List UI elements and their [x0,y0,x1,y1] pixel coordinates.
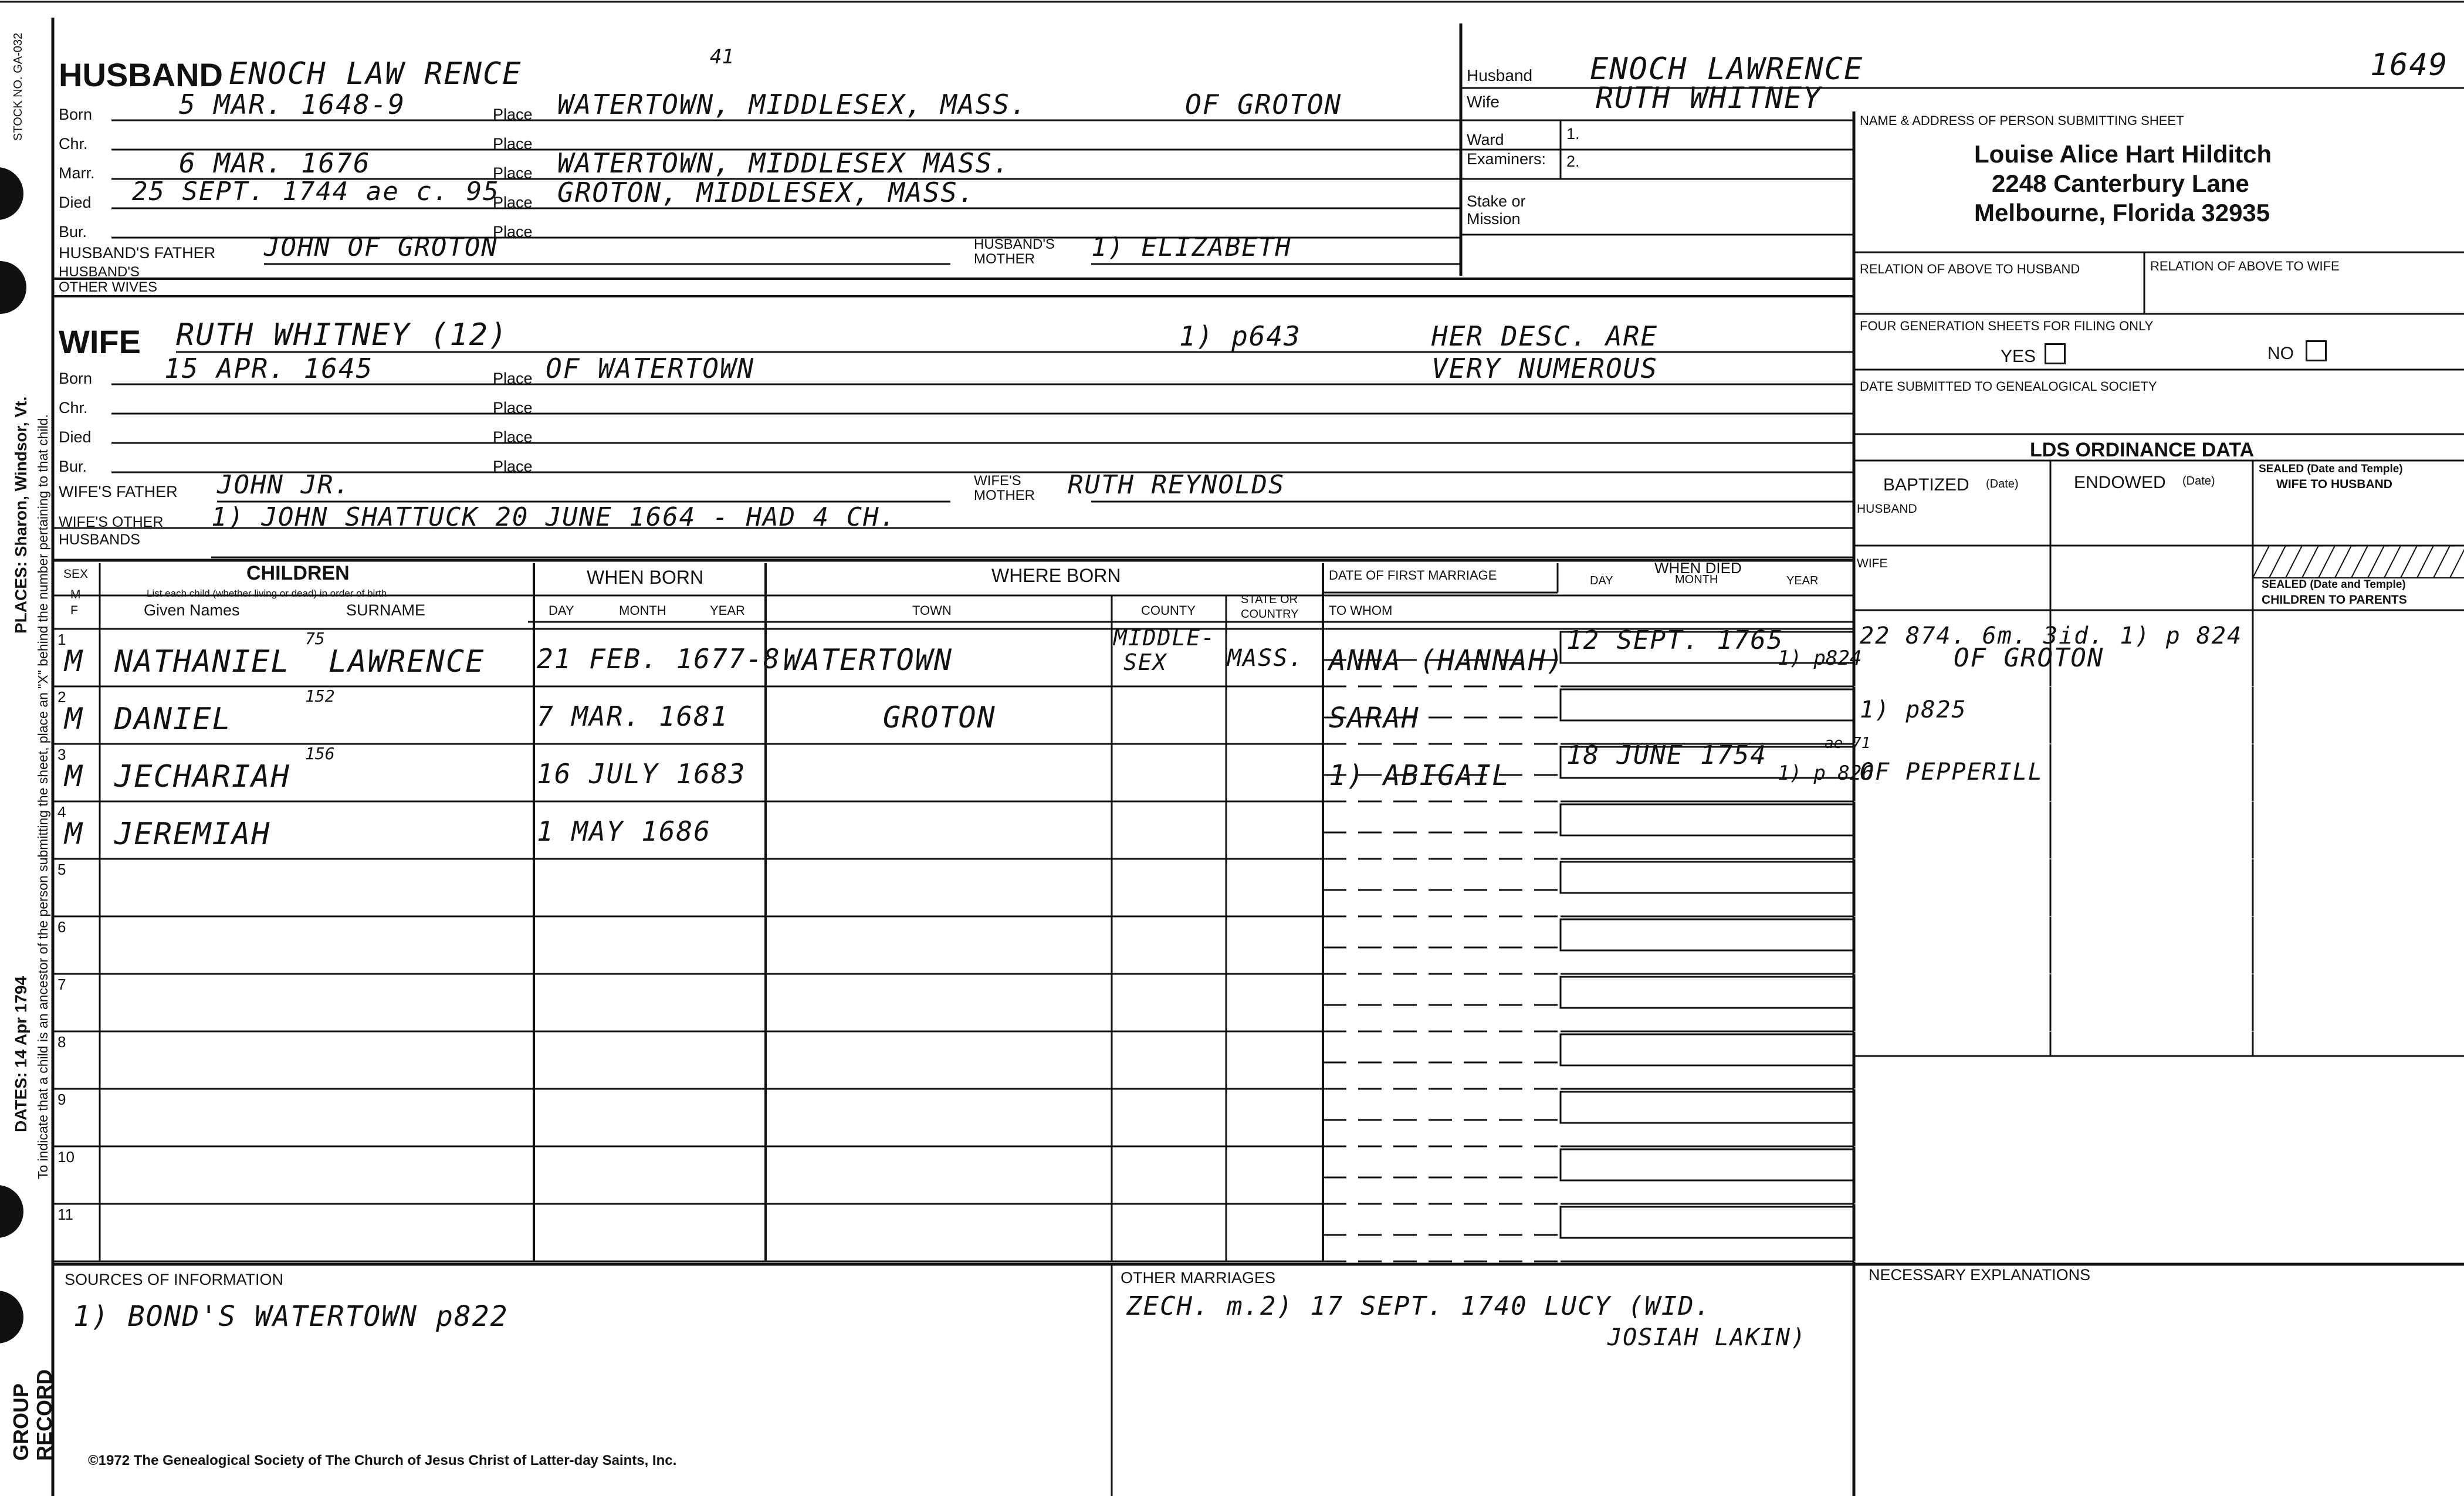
child-spouse-ref[interactable]: 1) p824 [1778,647,1862,670]
died-year-label: YEAR [1786,574,1819,587]
places-note: PLACES: Sharon, Windsor, Vt. [12,396,30,634]
no-checkbox[interactable] [2306,340,2327,361]
child-given-name[interactable]: NATHANIEL [114,644,290,679]
children-heading: CHILDREN [246,562,350,584]
wifes-other-husbands[interactable]: 1) JOHN SHATTUCK 20 JUNE 1664 - HAD 4 CH. [211,502,897,532]
child-ref: 152 [305,686,335,706]
child-number: 3 [57,746,66,763]
child-sex[interactable]: M [65,817,84,851]
other-marriages-line-2[interactable]: JOSIAH LAKIN) [1607,1324,1807,1351]
child-number: 8 [57,1033,66,1051]
examiner-2: 2. [1566,153,1580,170]
wife-born-label: Born [59,370,93,387]
husband-chr-label: Chr. [59,135,88,153]
stock-number: STOCK NO. GA-032 [12,32,25,141]
stake-label: Stake or [1467,192,1526,210]
when-born-label: WHEN BORN [587,567,704,588]
wifes-mother[interactable]: RUTH REYNOLDS [1068,470,1285,500]
wife-note-1[interactable]: HER DESC. ARE [1431,320,1659,352]
child-number: 6 [57,918,66,936]
wife-ref[interactable]: 1) p643 [1179,320,1301,352]
children-instruction: List each child (whether living or dead) in order of birth [147,588,387,599]
child-ordinance-2[interactable]: OF GROTON [1954,643,2104,673]
born-day-label: DAY [549,603,574,618]
endowed-label: ENDOWED [2074,473,2166,492]
husbands-other-wives-label-1: HUSBAND'S [59,264,140,280]
right-husband-label: Husband [1467,66,1533,84]
sheet-number: 1649 [2370,48,2449,83]
state-label-2: COUNTRY [1241,608,1299,621]
examiner-1: 1. [1566,125,1580,143]
wifes-other-husbands-label-1: WIFE'S OTHER [59,514,164,530]
submitter-street: 2248 Canterbury Lane [1992,170,2249,197]
first-marriage-label: DATE OF FIRST MARRIAGE [1329,568,1497,583]
town-label: TOWN [912,603,952,618]
necessary-explanations-label: NECESSARY EXPLANATIONS [1869,1266,2091,1284]
died-month-label: MONTH [1675,573,1718,586]
wife-bur-place-label: Place [493,458,533,475]
submitter-heading: NAME & ADDRESS OF PERSON SUBMITTING SHEET [1860,113,2184,128]
husbands-mother[interactable]: 1) ELIZABETH [1091,232,1292,262]
dates-note: DATES: 14 Apr 1794 [12,976,30,1132]
wife-born-place[interactable]: OF WATERTOWN [546,353,755,384]
examiners-label: Examiners: [1467,150,1546,168]
child-death-date[interactable]: 18 JUNE 1754 [1566,740,1767,770]
husband-marr-place[interactable]: WATERTOWN, MIDDLESEX MASS. [557,147,1011,179]
yes-label: YES [2001,347,2036,366]
husband-heading: HUSBAND [59,56,223,93]
submitter-name: Louise Alice Hart Hilditch [1974,140,2272,168]
baptized-date-label: (Date) [1986,478,2019,490]
born-year-label: YEAR [710,603,745,618]
where-born-label: WHERE BORN [991,565,1121,586]
given-names-label: Given Names [144,601,240,619]
wifes-father[interactable]: JOHN JR. [217,470,351,500]
husband-born-place-note[interactable]: OF GROTON [1185,89,1342,120]
ward-label: Ward [1467,131,1504,148]
husband-born-label: Born [59,106,93,123]
child-birth-date[interactable]: 21 FEB. 1677-8 [537,643,781,675]
child-number: 4 [57,803,66,821]
child-birth-date[interactable]: 1 MAY 1686 [537,815,711,847]
child-sex[interactable]: M [65,702,84,736]
husband-marr-place-label: Place [493,164,533,182]
child-given-name[interactable]: JEREMIAH [114,817,271,852]
endowed-date-label: (Date) [2182,475,2215,488]
lds-ordinance-heading: LDS ORDINANCE DATA [2030,439,2255,461]
right-wife-label: Wife [1467,93,1500,111]
child-number: 5 [57,861,66,878]
child-county-2[interactable]: SEX [1123,649,1167,675]
wife-heading: WIFE [59,323,141,360]
county-label: COUNTY [1141,603,1196,618]
born-month-label: MONTH [619,603,666,618]
husband-born-place[interactable]: WATERTOWN, MIDDLESEX, MASS. [557,89,1028,120]
sealed-children-parents-1: SEALED (Date and Temple) [2262,578,2406,591]
child-birth-town[interactable]: WATERTOWN [783,643,953,677]
husbands-other-wives-label-2: OTHER WIVES [59,279,158,295]
child-birth-date[interactable]: 16 JULY 1683 [537,758,746,790]
child-birth-date[interactable]: 7 MAR. 1681 [537,700,729,732]
husband-chr-place-label: Place [493,135,533,153]
child-ordinance[interactable]: OF PEPPERILL [1860,759,2043,786]
wife-born-date[interactable]: 15 APR. 1645 [164,353,374,384]
husband-marr-date[interactable]: 6 MAR. 1676 [179,147,371,179]
sources-label: SOURCES OF INFORMATION [65,1271,284,1288]
wife-note-2[interactable]: VERY NUMEROUS [1431,353,1659,384]
wife-born-place-label: Place [493,370,533,387]
ordinance-husband-label: HUSBAND [1857,502,1917,516]
husband-died-place-label: Place [493,194,533,211]
other-marriages-label: OTHER MARRIAGES [1121,1269,1276,1287]
wifes-mother-label-2: MOTHER [974,488,1035,503]
husbands-father-label: HUSBAND'S FATHER [59,244,216,262]
child-given-name[interactable]: JECHARIAH [114,759,290,794]
child-ordinance[interactable]: 22 874. 6m. 3id. 1) p 824 [1860,622,2243,649]
child-state[interactable]: MASS. [1227,645,1304,672]
husband-bur-label: Bur. [59,223,87,241]
child-surname[interactable]: LAWRENCE [329,644,485,679]
wifes-father-label: WIFE'S FATHER [59,483,178,500]
surname-label: SURNAME [346,601,426,619]
husband-born-date[interactable]: 5 MAR. 1648-9 [179,89,406,120]
child-given-name[interactable]: DANIEL [114,702,232,737]
child-number: 2 [57,688,66,706]
four-generation-label: FOUR GENERATION SHEETS FOR FILING ONLY [1860,319,2154,333]
child-number: 1 [57,631,66,648]
ancestor-instruction: To indicate that a child is an ancestor of the person submitting the sheet, place an "X" behind the number pertaining to that child. [35,414,50,1179]
wife-name[interactable]: RUTH WHITNEY (12) [176,317,509,353]
copyright-notice: ©1972 The Genealogical Society of The Church of Jesus Christ of Latter-day Saints, Inc. [88,1453,677,1468]
sex-m-label: M [70,588,81,601]
other-marriages-line-1[interactable]: ZECH. m.2) 17 SEPT. 1740 LUCY (WID. [1126,1291,1712,1321]
husband-bur-place-label: Place [493,223,533,241]
record-label: RECORD [32,1369,56,1461]
husband-died-label: Died [59,194,92,211]
sealed-children-parents-2: CHILDREN TO PARENTS [2262,593,2407,607]
husband-died-place[interactable]: GROTON, MIDDLESEX, MASS. [557,177,976,208]
sealed-wife-husband-2: WIFE TO HUSBAND [2276,478,2392,491]
child-number: 10 [57,1148,75,1166]
child-spouse[interactable]: ANNA (HANNAH) [1329,644,1565,677]
husbands-father[interactable]: JOHN OF GROTON [264,232,498,262]
ordinance-wife-label: WIFE [1857,557,1888,570]
child-spouse[interactable]: 1) ABIGAIL [1329,759,1510,792]
submitter-city: Melbourne, Florida 32935 [1974,199,2270,226]
child-sex[interactable]: M [65,644,84,678]
wifes-mother-label-1: WIFE'S [974,473,1021,489]
date-submitted-label: DATE SUBMITTED TO GENEALOGICAL SOCIETY [1860,379,2157,394]
group-label: GROUP [9,1383,33,1461]
sealed-wife-husband-1: SEALED (Date and Temple) [2259,463,2403,475]
child-number: 7 [57,976,66,993]
wife-chr-label: Chr. [59,399,88,417]
sex-label: SEX [63,567,89,581]
husband-died-date[interactable]: 25 SEPT. 1744 ae c. 95 [132,177,500,207]
child-death-ref: ae 71 [1825,735,1871,752]
yes-checkbox[interactable] [2045,343,2066,364]
husband-name[interactable]: ENOCH LAW RENCE [229,56,522,92]
husband-ref: 41 [710,45,734,69]
husbands-mother-label-2: MOTHER [974,251,1035,267]
wife-chr-place-label: Place [493,399,533,417]
child-spouse[interactable]: SARAH [1329,702,1420,735]
wife-bur-label: Bur. [59,458,87,475]
child-number: 11 [57,1206,73,1223]
child-ordinance[interactable]: 1) p825 [1860,696,1967,723]
sex-f-label: F [70,604,78,617]
wife-died-label: Died [59,428,92,446]
relation-wife-label: RELATION OF ABOVE TO WIFE [2150,259,2340,273]
wifes-other-husbands-label-2: HUSBANDS [59,532,140,548]
baptized-label: BAPTIZED [1883,475,1969,495]
child-number: 9 [57,1091,66,1108]
when-died-label: WHEN DIED [1654,559,1742,577]
mission-label: Mission [1467,210,1521,228]
child-spouse-ref[interactable]: 1) p 826 [1778,761,1874,785]
child-county[interactable]: MIDDLE- [1113,625,1216,651]
right-husband-name[interactable]: ENOCH LAWRENCE [1590,52,1864,87]
right-wife-name[interactable]: RUTH WHITNEY [1596,81,1822,115]
child-death-date[interactable]: 12 SEPT. 1765 [1566,625,1784,655]
sources-text[interactable]: 1) BOND'S WATERTOWN p822 [73,1300,509,1333]
husband-born-place-label: Place [493,106,533,123]
husbands-mother-label-1: HUSBAND'S [974,236,1055,252]
to-whom-label: TO WHOM [1329,603,1393,618]
child-sex[interactable]: M [65,759,84,793]
child-birth-town[interactable]: GROTON [883,700,996,735]
state-label-1: STATE OR [1241,593,1298,606]
no-label: NO [2267,344,2294,363]
husband-marr-label: Marr. [59,164,95,182]
child-ref: 156 [305,744,335,763]
child-ref: 75 [305,629,325,648]
wife-died-place-label: Place [493,428,533,446]
died-day-label: DAY [1590,574,1613,587]
relation-husband-label: RELATION OF ABOVE TO HUSBAND [1860,262,2080,276]
